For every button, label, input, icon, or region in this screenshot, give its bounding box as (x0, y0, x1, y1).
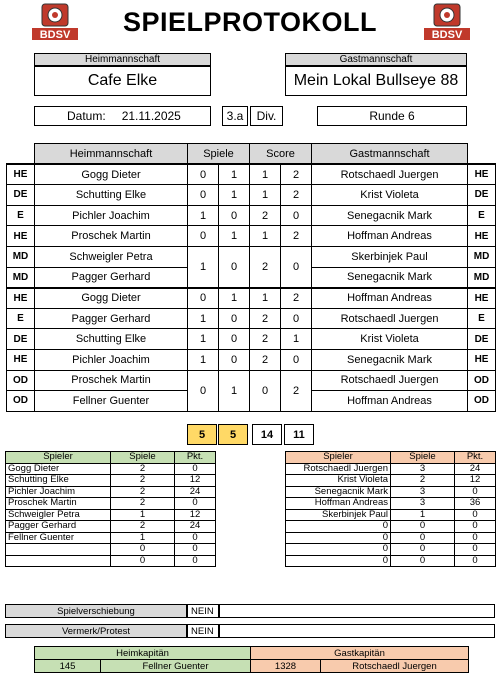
stat-games: 2 (111, 521, 175, 533)
match-rows (7, 164, 496, 411)
stat-games: 2 (111, 475, 175, 487)
stat-games: 0 (111, 544, 175, 556)
postponement-notes (219, 604, 495, 618)
match-type-home: E (7, 308, 35, 329)
stat-points: 0 (455, 509, 496, 521)
stat-games: 0 (391, 532, 455, 544)
games-guest: 0 (219, 349, 250, 370)
bdsv-logo-right (422, 2, 472, 42)
home-player-partner: Pagger Gerhard (35, 267, 188, 288)
total-score-guest: 11 (284, 424, 314, 445)
score-home: 1 (250, 185, 281, 206)
stat-points: 36 (455, 498, 496, 510)
score-home: 2 (250, 308, 281, 329)
games-home: 1 (188, 349, 219, 370)
home-player: Gogg Dieter (35, 288, 188, 309)
match-type-home: HE (7, 226, 35, 247)
home-stats-row (6, 532, 216, 544)
match-grid (6, 143, 496, 412)
score-home: 0 (250, 370, 281, 411)
stat-games: 2 (111, 463, 175, 475)
match-row (7, 246, 496, 267)
home-player: Schutting Elke (35, 185, 188, 206)
division-number: 3.a (222, 106, 248, 126)
stat-games: 1 (391, 509, 455, 521)
stat-games: 1 (111, 509, 175, 521)
stat-games: 3 (391, 486, 455, 498)
match-row (7, 288, 496, 309)
svg-text:BDSV: BDSV (39, 29, 71, 41)
stat-games: 2 (111, 498, 175, 510)
stat-player: 0 (286, 532, 391, 544)
stat-points: 0 (455, 486, 496, 498)
match-type-home: HE (7, 349, 35, 370)
match-type-guest: HE (468, 164, 496, 185)
guest-stats-row (286, 544, 496, 556)
guest-player: Rotschaedl Juergen (312, 370, 468, 391)
home-player: Pichler Joachim (35, 205, 188, 226)
grid-header-home: Heimmannschaft (35, 144, 188, 165)
games-home: 0 (188, 288, 219, 309)
stat-player: 0 (286, 544, 391, 556)
match-row (7, 205, 496, 226)
guest-player: Hoffman Andreas (312, 288, 468, 309)
home-stats-row (6, 544, 216, 556)
guest-stats-header (286, 452, 496, 464)
match-type-guest: E (468, 308, 496, 329)
home-captain-id: 145 (35, 660, 101, 673)
guest-player: Rotschaedl Juergen (312, 164, 468, 185)
stat-player: Senegacnik Mark (286, 486, 391, 498)
stat-points: 0 (175, 555, 216, 567)
stat-points: 0 (455, 521, 496, 533)
score-guest: 0 (281, 205, 312, 226)
stat-games: 3 (391, 498, 455, 510)
games-home: 1 (188, 246, 219, 287)
games-guest: 1 (219, 288, 250, 309)
guest-player: Krist Violeta (312, 185, 468, 206)
stat-points: 24 (455, 463, 496, 475)
round-box: Runde 6 (317, 106, 467, 126)
stat-player (6, 555, 111, 567)
date-value: 21.11.2025 (121, 109, 181, 123)
score-home: 2 (250, 329, 281, 350)
match-type-home: OD (7, 370, 35, 391)
stat-games: 2 (111, 486, 175, 498)
stat-player: Proschek Martin (6, 498, 111, 510)
svg-text:BDSV: BDSV (431, 29, 463, 41)
score-guest: 0 (281, 349, 312, 370)
games-home: 0 (188, 164, 219, 185)
guest-stats-row (286, 555, 496, 567)
grid-header-row (7, 144, 496, 165)
stat-points: 12 (455, 475, 496, 487)
postponement-value: NEIN (187, 604, 219, 618)
stat-games: 0 (111, 555, 175, 567)
score-home: 2 (250, 246, 281, 287)
stat-games: 1 (111, 532, 175, 544)
home-stats-row (6, 486, 216, 498)
score-guest: 2 (281, 288, 312, 309)
home-stats-header-player: Spieler (6, 452, 111, 464)
guest-captain-label: Gastkapitän (251, 647, 469, 660)
stat-points: 12 (175, 475, 216, 487)
stat-player: Schutting Elke (6, 475, 111, 487)
captains-values (35, 660, 469, 673)
home-player: Proschek Martin (35, 370, 188, 391)
score-guest: 1 (281, 329, 312, 350)
date-label: Datum: (67, 109, 106, 123)
protest-label: Vermerk/Protest (5, 624, 187, 638)
grid-header-games: Spiele (188, 144, 250, 165)
match-type-home: OD (7, 391, 35, 412)
match-row (7, 226, 496, 247)
match-type-guest: MD (468, 267, 496, 288)
score-guest: 2 (281, 185, 312, 206)
stat-player: 0 (286, 521, 391, 533)
games-guest: 0 (219, 308, 250, 329)
home-team-name: Cafe Elke (34, 66, 211, 96)
games-home: 0 (188, 226, 219, 247)
home-stats-row (6, 463, 216, 475)
match-type-home: DE (7, 185, 35, 206)
home-stats-row (6, 498, 216, 510)
score-guest: 2 (281, 226, 312, 247)
stat-points: 0 (175, 498, 216, 510)
guest-stats-row (286, 521, 496, 533)
games-guest: 1 (219, 185, 250, 206)
score-guest: 2 (281, 164, 312, 185)
stat-player: Pagger Gerhard (6, 521, 111, 533)
stat-player: 0 (286, 555, 391, 567)
home-player: Schutting Elke (35, 329, 188, 350)
guest-team-name: Mein Lokal Bullseye 88 (285, 66, 467, 96)
stat-points: 0 (455, 544, 496, 556)
guest-stats-header-player: Spieler (286, 452, 391, 464)
games-guest: 0 (219, 205, 250, 226)
guest-player: Hoffman Andreas (312, 226, 468, 247)
games-home: 1 (188, 329, 219, 350)
score-home: 2 (250, 349, 281, 370)
stat-player: Fellner Guenter (6, 532, 111, 544)
guest-player: Rotschaedl Juergen (312, 308, 468, 329)
guest-captain-name: Rotschaedl Juergen (321, 660, 469, 673)
home-stats-row (6, 521, 216, 533)
home-stats-row (6, 509, 216, 521)
match-type-guest: OD (468, 370, 496, 391)
match-type-guest: MD (468, 246, 496, 267)
guest-player: Senegacnik Mark (312, 349, 468, 370)
score-home: 1 (250, 288, 281, 309)
guest-stats-header-games: Spiele (391, 452, 455, 464)
home-stats-row (6, 555, 216, 567)
guest-stats-row (286, 475, 496, 487)
home-stats-header (6, 452, 216, 464)
games-home: 1 (188, 308, 219, 329)
match-type-home: HE (7, 164, 35, 185)
guest-captain-id: 1328 (251, 660, 321, 673)
stat-points: 0 (455, 555, 496, 567)
score-home: 1 (250, 164, 281, 185)
games-guest: 1 (219, 370, 250, 411)
score-home: 1 (250, 226, 281, 247)
home-player: Pagger Gerhard (35, 308, 188, 329)
home-stats-header-games: Spiele (111, 452, 175, 464)
postponement-label: Spielverschiebung (5, 604, 187, 618)
stat-player (6, 544, 111, 556)
match-type-home: MD (7, 246, 35, 267)
grid-header-guest: Gastmannschaft (312, 144, 468, 165)
match-type-guest: HE (468, 288, 496, 309)
total-games-guest: 5 (218, 424, 248, 445)
match-type-home: DE (7, 329, 35, 350)
protest-value: NEIN (187, 624, 219, 638)
guest-player: Krist Violeta (312, 329, 468, 350)
home-player: Pichler Joachim (35, 349, 188, 370)
guest-player-partner: Senegacnik Mark (312, 267, 468, 288)
stat-games: 0 (391, 521, 455, 533)
home-stats-table (5, 451, 216, 567)
stat-points: 24 (175, 521, 216, 533)
guest-player: Senegacnik Mark (312, 205, 468, 226)
stat-points: 0 (175, 544, 216, 556)
guest-stats-row (286, 498, 496, 510)
match-type-guest: DE (468, 185, 496, 206)
guest-player: Skerbinjek Paul (312, 246, 468, 267)
home-captain-label: Heimkapitän (35, 647, 251, 660)
match-row (7, 370, 496, 391)
stat-player: Krist Violeta (286, 475, 391, 487)
guest-stats-row (286, 486, 496, 498)
stat-player: Gogg Dieter (6, 463, 111, 475)
date-box (34, 106, 211, 126)
score-home: 2 (250, 205, 281, 226)
stat-player: Rotschaedl Juergen (286, 463, 391, 475)
stat-player: Hoffman Andreas (286, 498, 391, 510)
stat-points: 0 (175, 463, 216, 475)
stat-points: 24 (175, 486, 216, 498)
stat-games: 2 (391, 475, 455, 487)
home-player-partner: Fellner Guenter (35, 391, 188, 412)
total-score-home: 14 (252, 424, 282, 445)
match-row (7, 308, 496, 329)
stat-points: 0 (175, 532, 216, 544)
stat-points: 12 (175, 509, 216, 521)
games-guest: 1 (219, 164, 250, 185)
games-guest: 0 (219, 246, 250, 287)
stat-games: 0 (391, 555, 455, 567)
games-home: 1 (188, 205, 219, 226)
guest-player-partner: Hoffman Andreas (312, 391, 468, 412)
stat-games: 0 (391, 544, 455, 556)
games-home: 0 (188, 185, 219, 206)
home-stats-header-points: Pkt. (175, 452, 216, 464)
total-games-home: 5 (187, 424, 217, 445)
stat-player: Pichler Joachim (6, 486, 111, 498)
guest-team-label: Gastmannschaft (285, 53, 467, 66)
page-title: SPIELPROTOKOLL (122, 6, 378, 37)
home-player: Schweigler Petra (35, 246, 188, 267)
match-type-guest: HE (468, 226, 496, 247)
protest-notes (219, 624, 495, 638)
games-guest: 1 (219, 226, 250, 247)
match-type-guest: E (468, 205, 496, 226)
home-captain-name: Fellner Guenter (101, 660, 251, 673)
guest-stats-row (286, 463, 496, 475)
home-stats-row (6, 475, 216, 487)
score-guest: 0 (281, 308, 312, 329)
match-type-home: E (7, 205, 35, 226)
match-type-guest: OD (468, 391, 496, 412)
guest-stats-table (285, 451, 496, 567)
stat-player: Skerbinjek Paul (286, 509, 391, 521)
guest-stats-header-points: Pkt. (455, 452, 496, 464)
captains-table (34, 646, 469, 673)
match-type-guest: HE (468, 349, 496, 370)
captains-header (35, 647, 469, 660)
match-row (7, 349, 496, 370)
guest-stats-row (286, 532, 496, 544)
home-player: Proschek Martin (35, 226, 188, 247)
match-type-guest: DE (468, 329, 496, 350)
grid-header-score: Score (250, 144, 312, 165)
games-home: 0 (188, 370, 219, 411)
match-row (7, 185, 496, 206)
home-team-label: Heimmannschaft (34, 53, 211, 66)
division-label: Div. (250, 106, 283, 126)
match-row (7, 329, 496, 350)
stat-points: 0 (455, 532, 496, 544)
match-row (7, 164, 496, 185)
home-player: Gogg Dieter (35, 164, 188, 185)
stat-games: 3 (391, 463, 455, 475)
bdsv-logo-left (30, 2, 80, 42)
match-type-home: HE (7, 288, 35, 309)
match-type-home: MD (7, 267, 35, 288)
guest-stats-row (286, 509, 496, 521)
games-guest: 0 (219, 329, 250, 350)
score-guest: 0 (281, 246, 312, 287)
score-guest: 2 (281, 370, 312, 411)
stat-player: Schweigler Petra (6, 509, 111, 521)
